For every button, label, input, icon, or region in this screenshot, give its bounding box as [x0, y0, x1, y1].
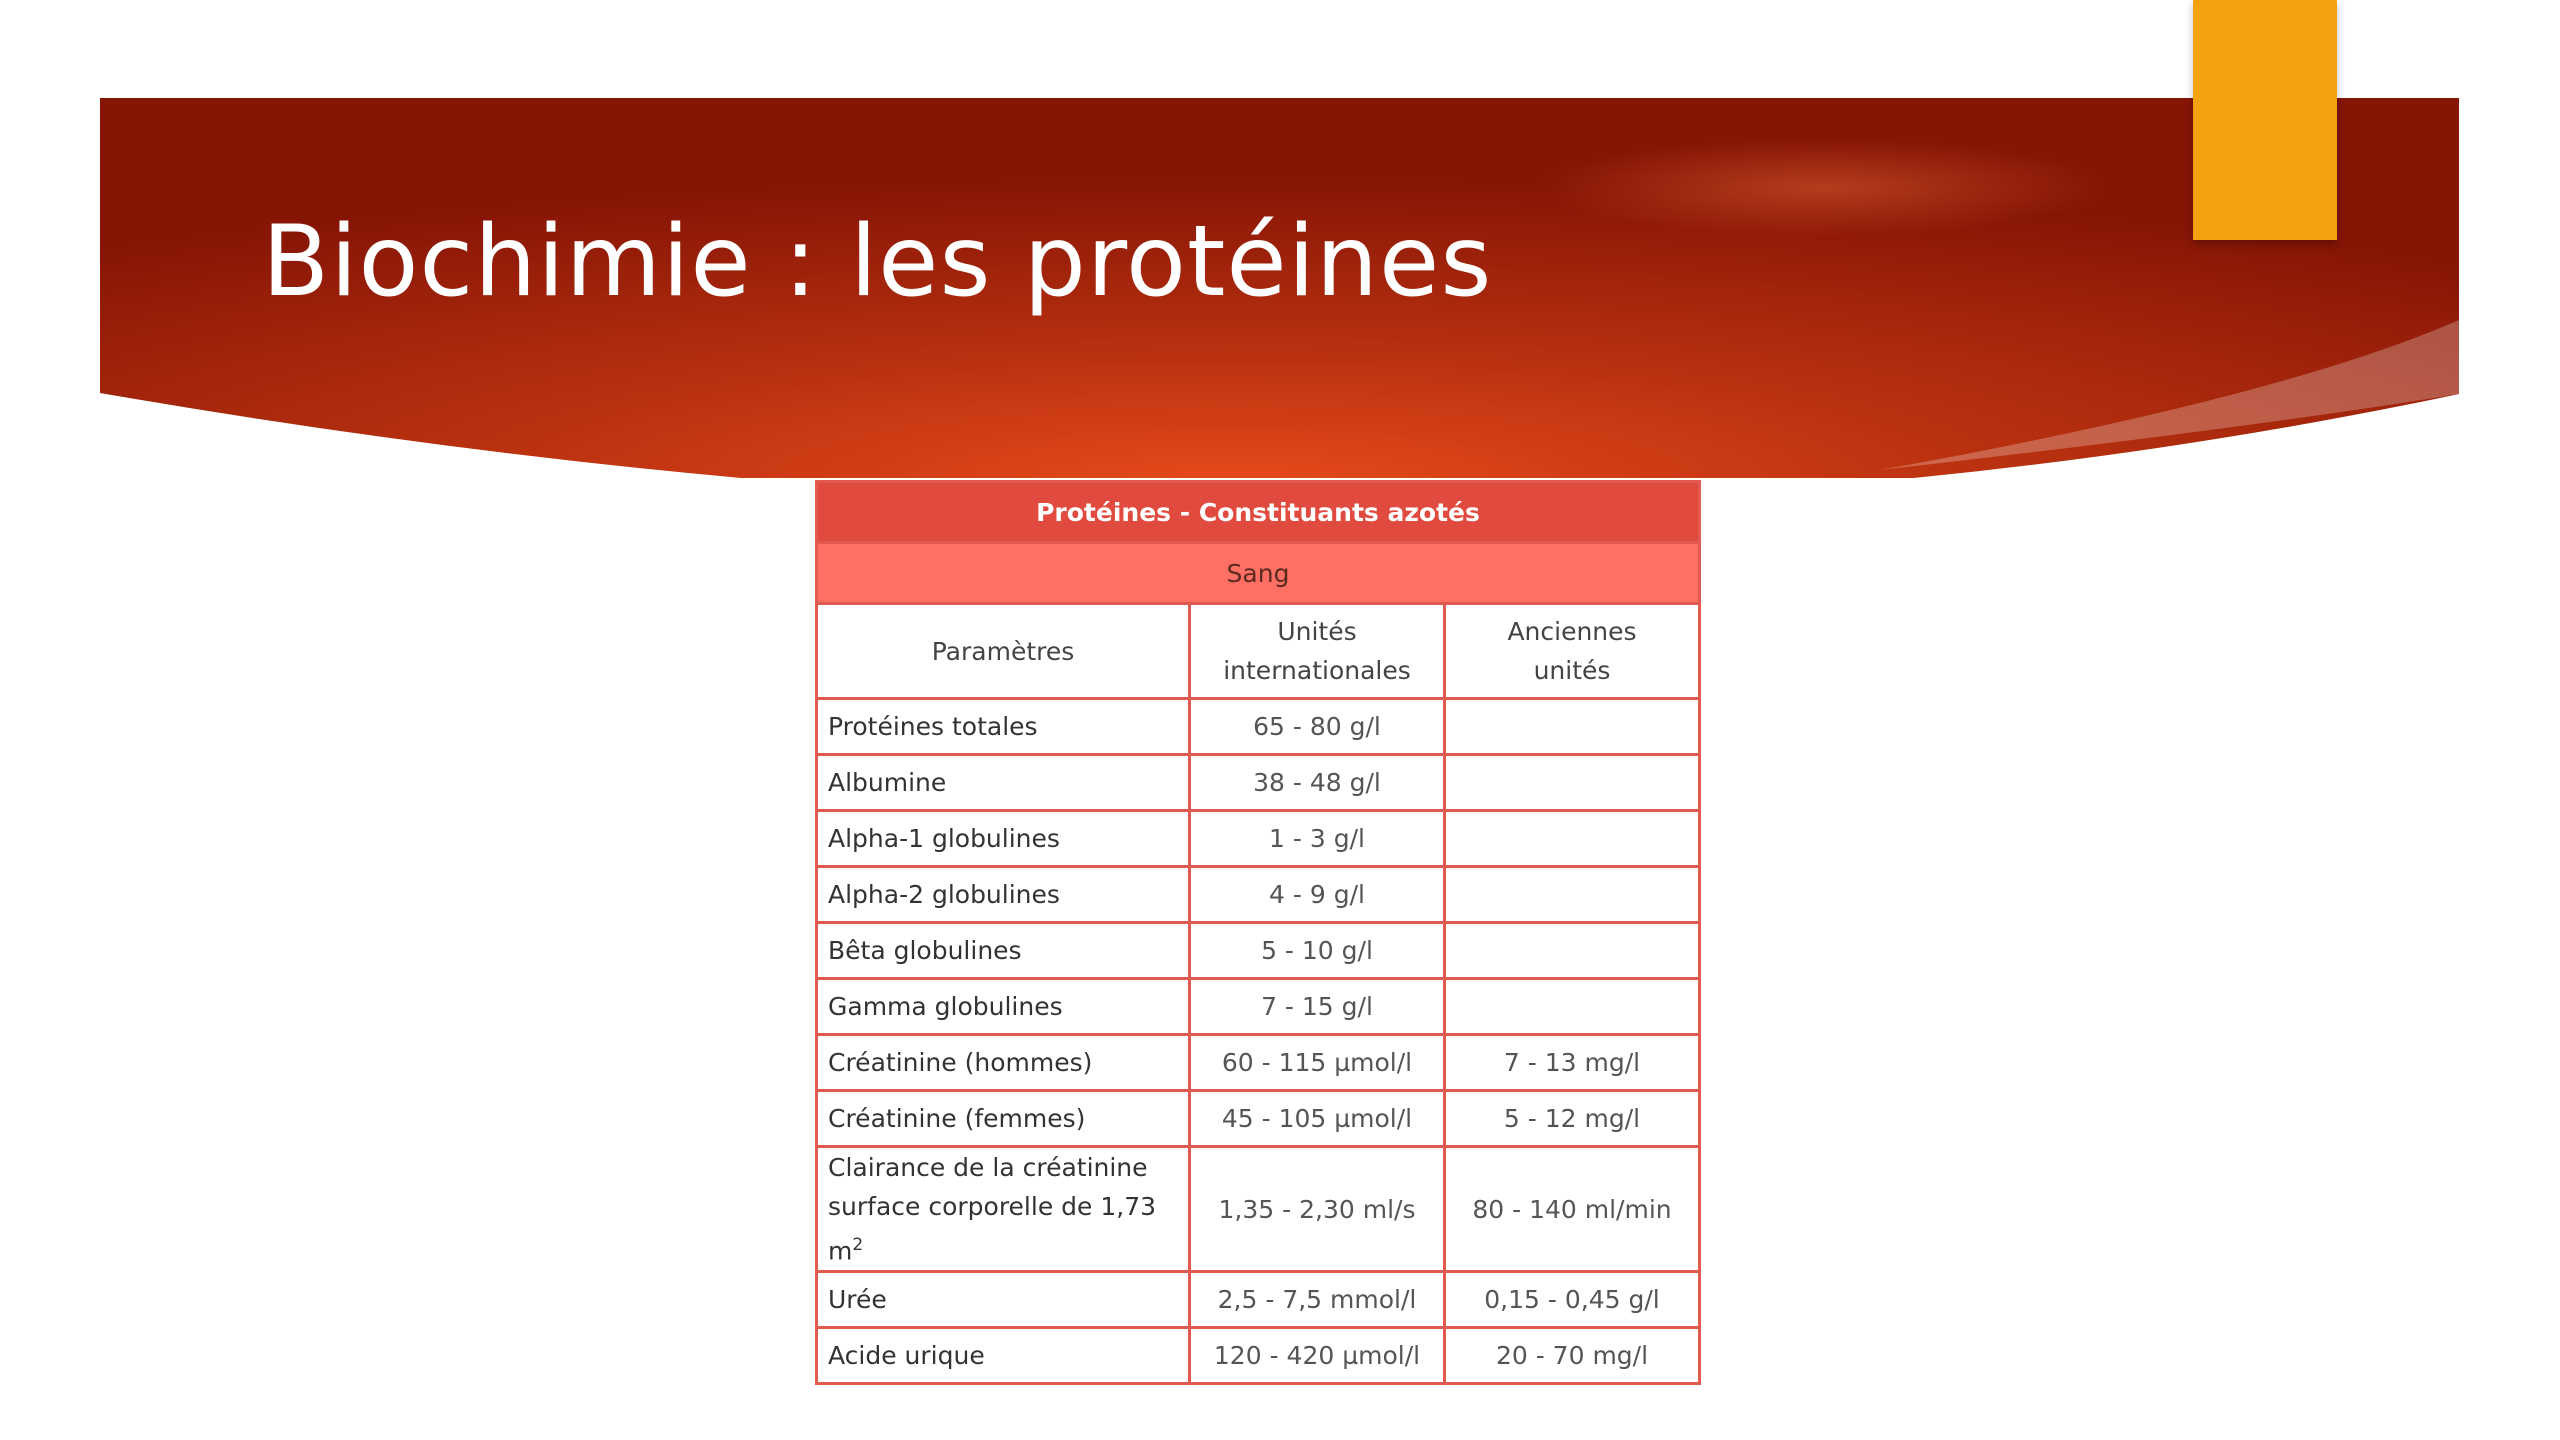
table-row: [817, 1328, 1700, 1384]
cell-si: 2,5 - 7,5 mmol/l: [1190, 1272, 1445, 1328]
cell-old: [1445, 979, 1700, 1035]
header-old-line2: unités: [1533, 656, 1611, 685]
cell-old: [1445, 867, 1700, 923]
cell-old: 80 - 140 ml/min: [1445, 1147, 1700, 1272]
table-header-row: [817, 604, 1700, 699]
table-subtitle-row: [817, 543, 1700, 604]
protein-table-container: [815, 480, 1701, 1385]
cell-param: Créatinine (hommes): [817, 1035, 1190, 1091]
cell-param: Urée: [817, 1272, 1190, 1328]
cell-param: Bêta globulines: [817, 923, 1190, 979]
cell-param: Alpha-1 globulines: [817, 811, 1190, 867]
accent-tab: [2193, 0, 2337, 240]
cell-si: 7 - 15 g/l: [1190, 979, 1445, 1035]
header-param: Paramètres: [817, 604, 1190, 699]
cell-param: Gamma globulines: [817, 979, 1190, 1035]
cell-old: 0,15 - 0,45 g/l: [1445, 1272, 1700, 1328]
table-row: [817, 755, 1700, 811]
cell-param: Alpha-2 globulines: [817, 867, 1190, 923]
cell-old: 20 - 70 mg/l: [1445, 1328, 1700, 1384]
table-subtitle: Sang: [817, 543, 1700, 604]
table-row: [817, 1272, 1700, 1328]
cell-param: [817, 1147, 1190, 1272]
cell-si: 65 - 80 g/l: [1190, 699, 1445, 755]
protein-table: [815, 480, 1701, 1385]
table-row: [817, 811, 1700, 867]
cell-old: [1445, 699, 1700, 755]
cell-si: 45 - 105 µmol/l: [1190, 1091, 1445, 1147]
cell-old: 5 - 12 mg/l: [1445, 1091, 1700, 1147]
cell-old: [1445, 811, 1700, 867]
cell-si: 38 - 48 g/l: [1190, 755, 1445, 811]
table-title-row: [817, 482, 1700, 543]
cell-param: Protéines totales: [817, 699, 1190, 755]
cell-si: 120 - 420 µmol/l: [1190, 1328, 1445, 1384]
table-row: [817, 699, 1700, 755]
cell-si: 4 - 9 g/l: [1190, 867, 1445, 923]
cell-si: 1 - 3 g/l: [1190, 811, 1445, 867]
cell-param-line1: Clairance de la créatinine: [828, 1153, 1148, 1182]
table-title: Protéines - Constituants azotés: [817, 482, 1700, 543]
cell-param: Albumine: [817, 755, 1190, 811]
slide-title: Biochimie : les protéines: [262, 205, 1493, 319]
cell-param-superscript: 2: [852, 1235, 864, 1255]
cell-old: [1445, 755, 1700, 811]
cell-old: 7 - 13 mg/l: [1445, 1035, 1700, 1091]
table-row: [817, 1091, 1700, 1147]
cell-param-line2: surface corporelle de 1,73 m: [828, 1192, 1157, 1266]
header-si-line2: internationales: [1223, 656, 1411, 685]
table-row: [817, 1035, 1700, 1091]
cell-si: 60 - 115 µmol/l: [1190, 1035, 1445, 1091]
table-row: [817, 979, 1700, 1035]
table-row: [817, 923, 1700, 979]
cell-old: [1445, 923, 1700, 979]
cell-param: Acide urique: [817, 1328, 1190, 1384]
table-row: [817, 1147, 1700, 1272]
table-row: [817, 867, 1700, 923]
header-si-line1: Unités: [1277, 617, 1357, 646]
cell-si: 1,35 - 2,30 ml/s: [1190, 1147, 1445, 1272]
cell-si: 5 - 10 g/l: [1190, 923, 1445, 979]
cell-param: Créatinine (femmes): [817, 1091, 1190, 1147]
header-old: [1445, 604, 1700, 699]
header-si: [1190, 604, 1445, 699]
header-old-line1: Anciennes: [1507, 617, 1637, 646]
